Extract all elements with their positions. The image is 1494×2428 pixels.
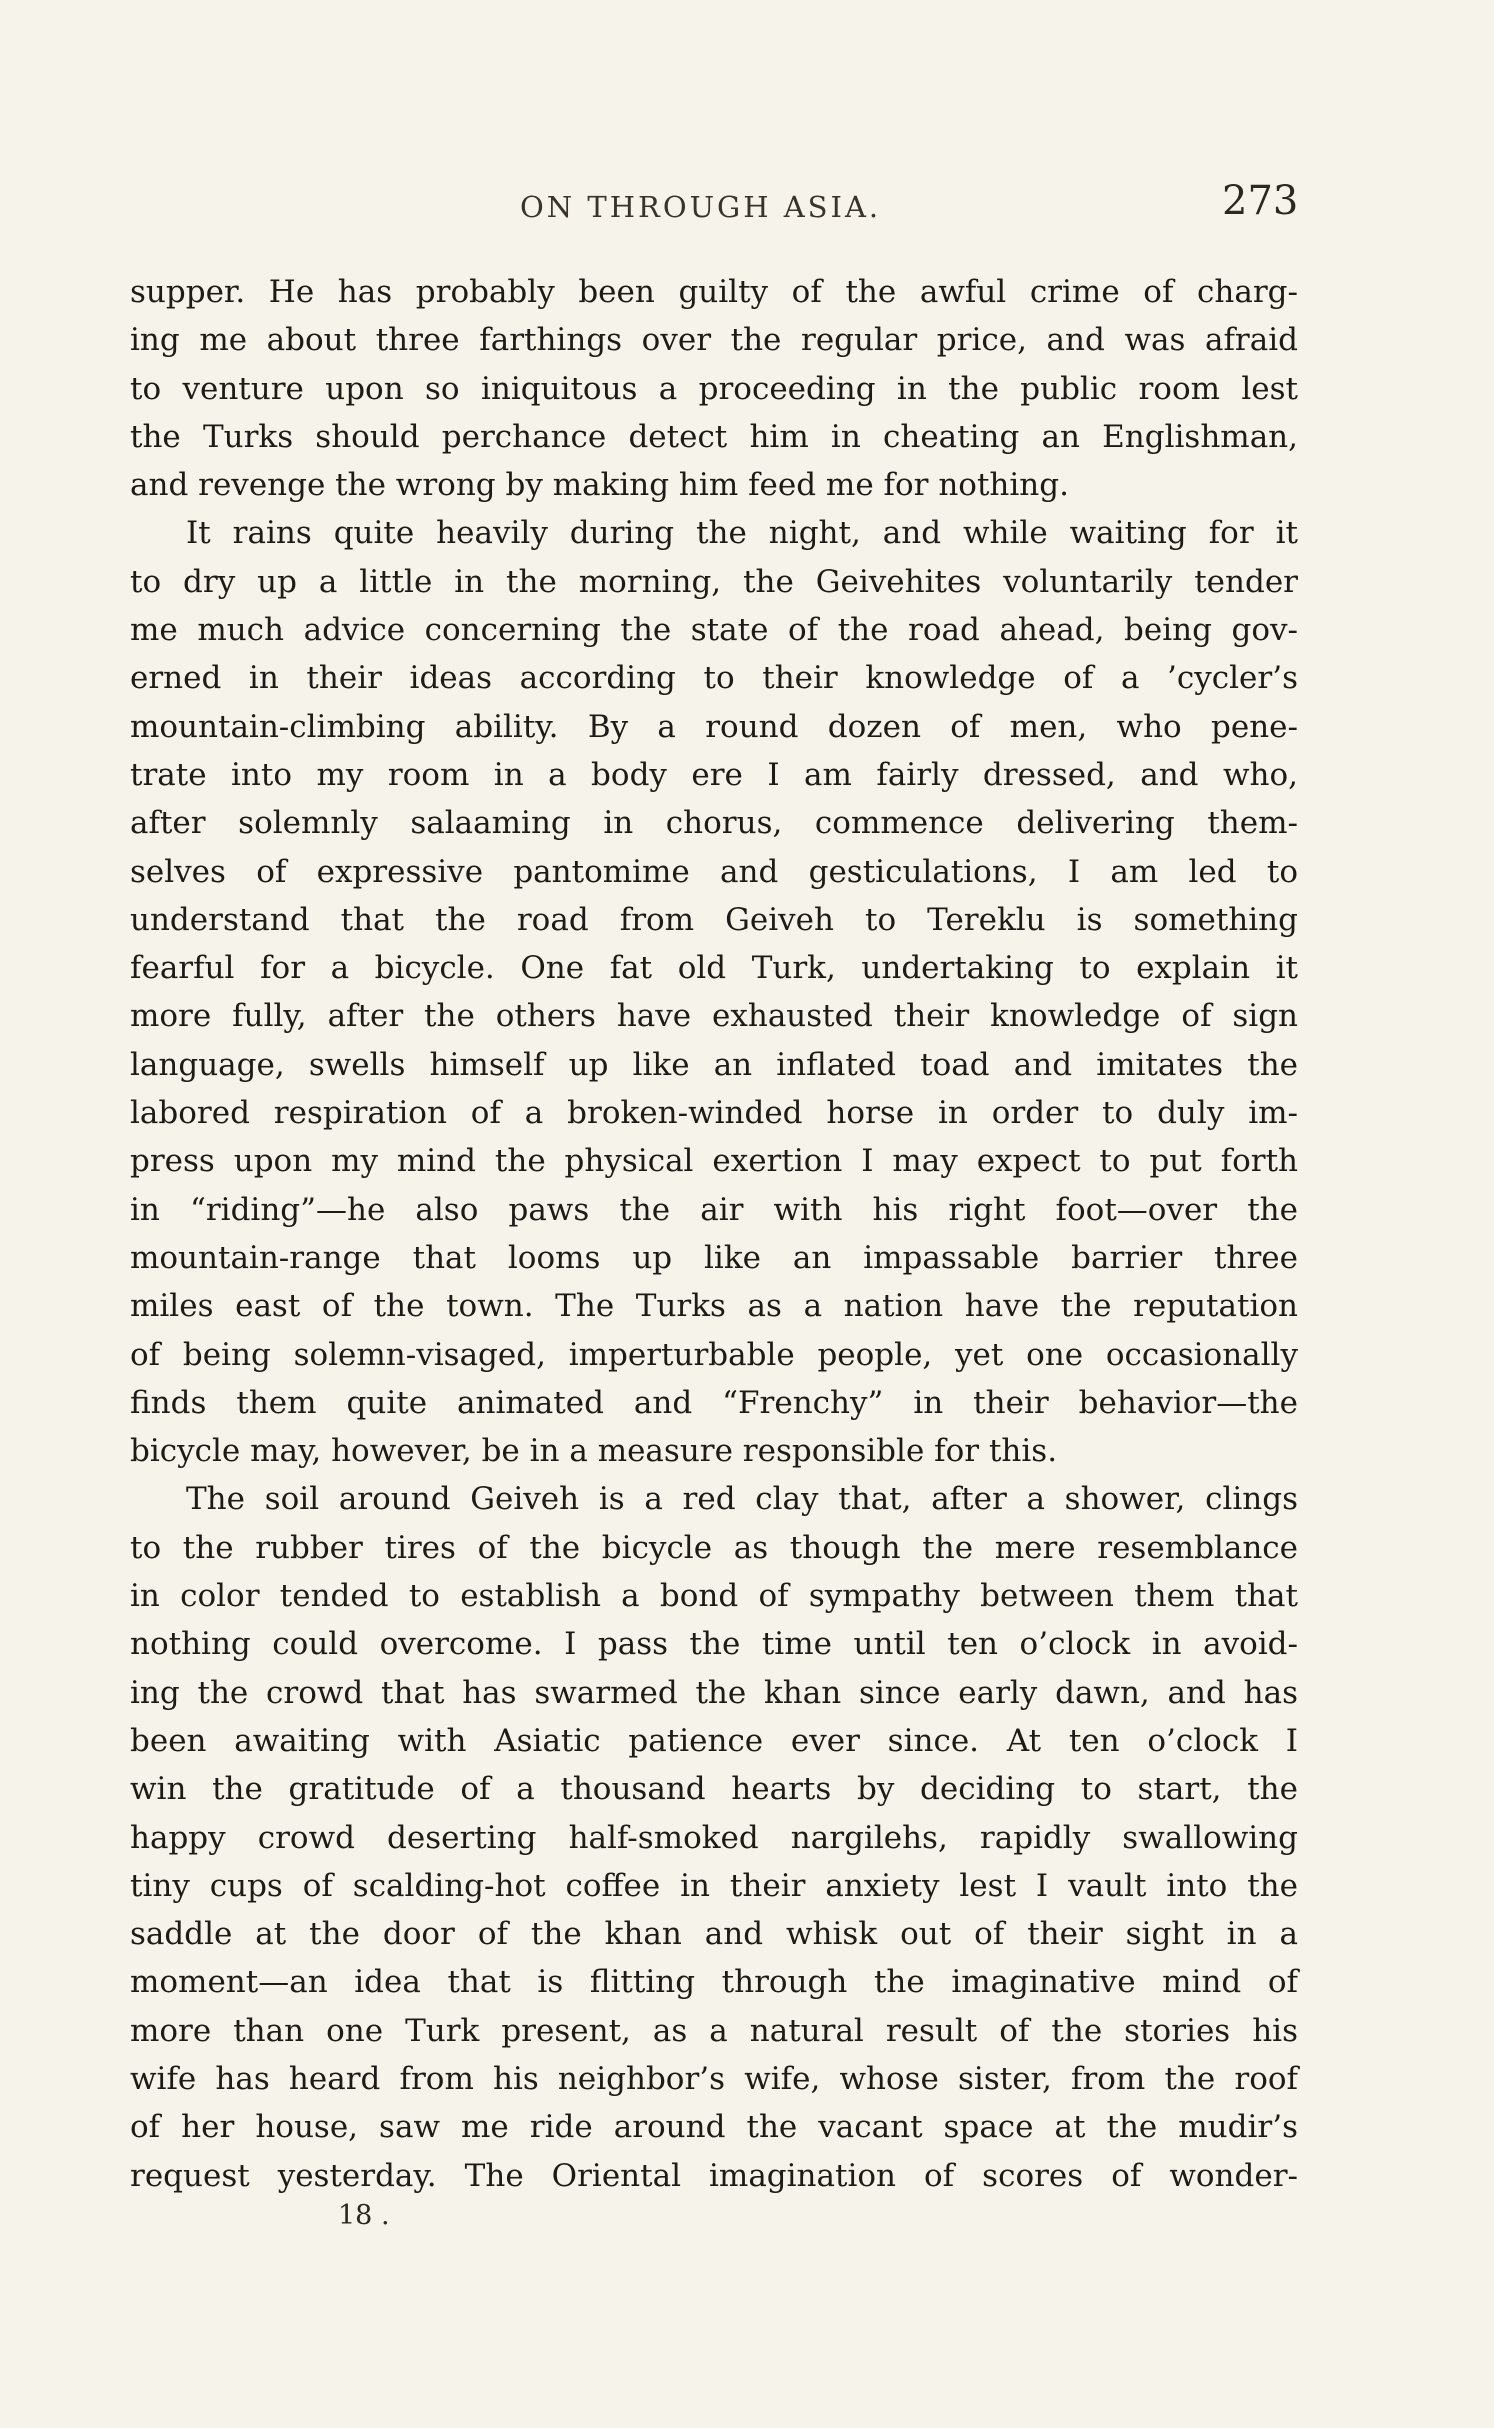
text-line: erned in their ideas according to their knowledge of a ’cycler’s xyxy=(130,660,1298,697)
text-line: me much advice concerning the state of the road ahead, being gov- xyxy=(130,612,1298,649)
running-title: ON THROUGH ASIA. xyxy=(520,190,882,224)
text-line: to venture upon so iniquitous a proceeding in the public room lest xyxy=(130,370,1298,407)
text-line: understand that the road from Geiveh to Tereklu is something xyxy=(130,901,1298,938)
text-line: press upon my mind the physical exertion I may expect to put forth xyxy=(130,1143,1298,1180)
text-line: more fully, after the others have exhausted their knowledge of sign xyxy=(130,998,1298,1035)
text-line: labored respiration of a broken-winded horse in order to duly im- xyxy=(130,1095,1298,1132)
signature-mark: 18 . xyxy=(338,2200,390,2231)
text-line: tiny cups of scalding-hot coffee in their anxiety lest I vault into the xyxy=(130,1867,1298,1904)
text-line: finds them quite animated and “Frenchy” in their behavior—the xyxy=(130,1384,1298,1421)
running-head xyxy=(0,172,1494,232)
text-line: in color tended to establish a bond of sympathy between them that xyxy=(130,1578,1298,1615)
paragraph-start-line: It rains quite heavily during the night, and while waiting for it xyxy=(186,515,1298,552)
text-line: mountain-range that looms up like an impassable barrier three xyxy=(130,1239,1298,1276)
text-line: to dry up a little in the morning, the Geivehites voluntarily tender xyxy=(130,563,1298,600)
text-line: fearful for a bicycle. One fat old Turk, undertaking to explain it xyxy=(130,950,1298,987)
text-line: been awaiting with Asiatic patience ever since. At ten o’clock I xyxy=(130,1722,1298,1759)
text-line: moment—an idea that is flitting through the imaginative mind of xyxy=(130,1964,1298,2001)
text-line: more than one Turk present, as a natural result of the stories his xyxy=(130,2012,1298,2049)
text-line: of her house, saw me ride around the vacant space at the mudir’s xyxy=(130,2109,1298,2146)
paragraph-start-line: The soil around Geiveh is a red clay that, after a shower, clings xyxy=(186,1481,1298,1518)
text-line: bicycle may, however, be in a measure responsible for this. xyxy=(130,1433,1058,1470)
text-line: and revenge the wrong by making him feed me for nothing. xyxy=(130,467,1069,504)
text-line: win the gratitude of a thousand hearts by deciding to start, the xyxy=(130,1771,1298,1808)
text-line: supper. He has probably been guilty of the awful crime of charg- xyxy=(130,274,1298,310)
text-line: request yesterday. The Oriental imagination of scores of wonder- xyxy=(130,2157,1298,2194)
text-line: the Turks should perchance detect him in cheating an Englishman, xyxy=(130,418,1298,455)
text-line: after solemnly salaaming in chorus, commence delivering them- xyxy=(130,805,1298,842)
body-text xyxy=(130,268,1298,2200)
text-line: trate into my room in a body ere I am fairly dressed, and who, xyxy=(130,756,1298,793)
page-number: 273 xyxy=(1222,178,1299,224)
text-line: miles east of the town. The Turks as a nation have the reputation xyxy=(130,1288,1298,1325)
text-line: to the rubber tires of the bicycle as though the mere resemblance xyxy=(130,1529,1298,1566)
text-line: ing the crowd that has swarmed the khan since early dawn, and has xyxy=(130,1674,1298,1711)
text-line: wife has heard from his neighbor’s wife, whose sister, from the roof xyxy=(130,2060,1298,2097)
text-line: mountain-climbing ability. By a round dozen of men, who pene- xyxy=(130,708,1298,745)
text-line: of being solemn-visaged, imperturbable people, yet one occasionally xyxy=(130,1336,1298,1373)
text-line: saddle at the door of the khan and whisk out of their sight in a xyxy=(130,1916,1298,1953)
text-line: happy crowd deserting half-smoked nargilehs, rapidly swallowing xyxy=(130,1819,1298,1856)
text-line: selves of expressive pantomime and gesticulations, I am led to xyxy=(130,853,1298,890)
text-line: nothing could overcome. I pass the time until ten o’clock in avoid- xyxy=(130,1626,1298,1663)
text-line: ing me about three farthings over the regular price, and was afraid xyxy=(130,322,1298,359)
text-line: in “riding”—he also paws the air with his right foot—over the xyxy=(130,1191,1298,1228)
text-line: language, swells himself up like an inflated toad and imitates the xyxy=(130,1046,1298,1083)
